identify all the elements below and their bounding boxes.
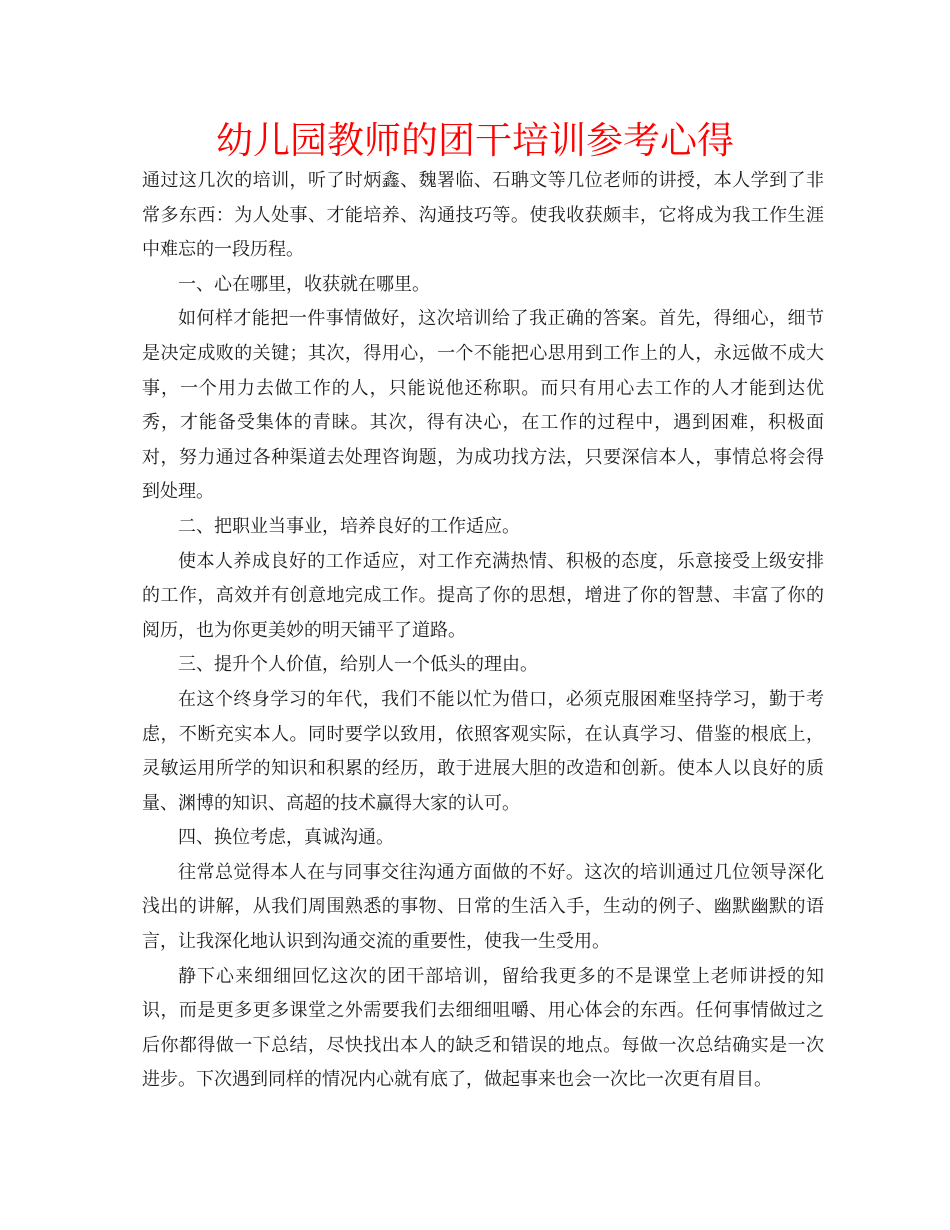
document-title: 幼儿园教师的团干培训参考心得 bbox=[216, 119, 734, 162]
paragraph: 往常总觉得本人在与同事交往沟通方面做的不好。这次的培训通过几位领导深化浅出的讲解，从我们周围熟悉的事物、日常的生活入手，生动的例子、幽默幽默的语言，让我深化地认识到沟通交流的重要性，使我一生受用。 bbox=[142, 861, 824, 953]
section-heading-2: 二、把职业当事业，培养良好的工作适应。 bbox=[178, 515, 520, 537]
section-heading-1: 一、心在哪里，收获就在哪里。 bbox=[178, 273, 430, 295]
paragraph: 如何样才能把一件事情做好，这次培训给了我正确的答案。首先，得细心，细节是决定成败的关键；其次，得用心，一个不能把心思用到工作上的人，永远做不成大事，一个用力去做工作的人，只能说他还称职。而只有用心去工作的人才能到达优秀，才能备受集体的青睐。其次，得有决心，在工作的过程中，遇到困难，积极面对，努力通过各种渠道去处理咨询题，为成功找方法，只要深信本人，事情总将会得到处理。 bbox=[142, 308, 824, 503]
paragraph-intro: 通过这几次的培训，听了时炳鑫、魏署临、石聃文等几位老师的讲授，本人学到了非常多东西：为人处事、才能培养、沟通技巧等。使我收获颇丰，它将成为我工作生涯中难忘的一段历程。 bbox=[142, 170, 824, 261]
paragraph: 静下心来细细回忆这次的团干部培训，留给我更多的不是课堂上老师讲授的知识，而是更多更多课堂之外需要我们去细细咀嚼、用心体会的东西。任何事情做过之后你都得做一下总结，尽快找出本人的缺乏和错误的地点。每做一次总结确实是一次进步。下次遇到同样的情况内心就有底了，做起事来也会一次比一次更有眉目。 bbox=[142, 965, 824, 1091]
section-heading-4: 四、换位考虑，真诚沟通。 bbox=[178, 827, 394, 849]
section-heading-3: 三、提升个人价值，给别人一个低头的理由。 bbox=[178, 654, 538, 676]
paragraph: 在这个终身学习的年代，我们不能以忙为借口，必须克服困难坚持学习，勤于考虑，不断充实本人。同时要学以致用，依照客观实际，在认真学习、借鉴的根底上，灵敏运用所学的知识和积累的经历，敢于进展大胆的改造和创新。使本人以良好的质量、渊博的知识、高超的技术赢得大家的认可。 bbox=[142, 688, 824, 814]
document-body bbox=[142, 164, 824, 1098]
paragraph: 使本人养成良好的工作适应，对工作充满热情、积极的态度，乐意接受上级安排的工作，高效并有创意地完成工作。提高了你的思想，增进了你的智慧、丰富了你的阅历，也为你更美妙的明天铺平了道路。 bbox=[142, 550, 824, 641]
